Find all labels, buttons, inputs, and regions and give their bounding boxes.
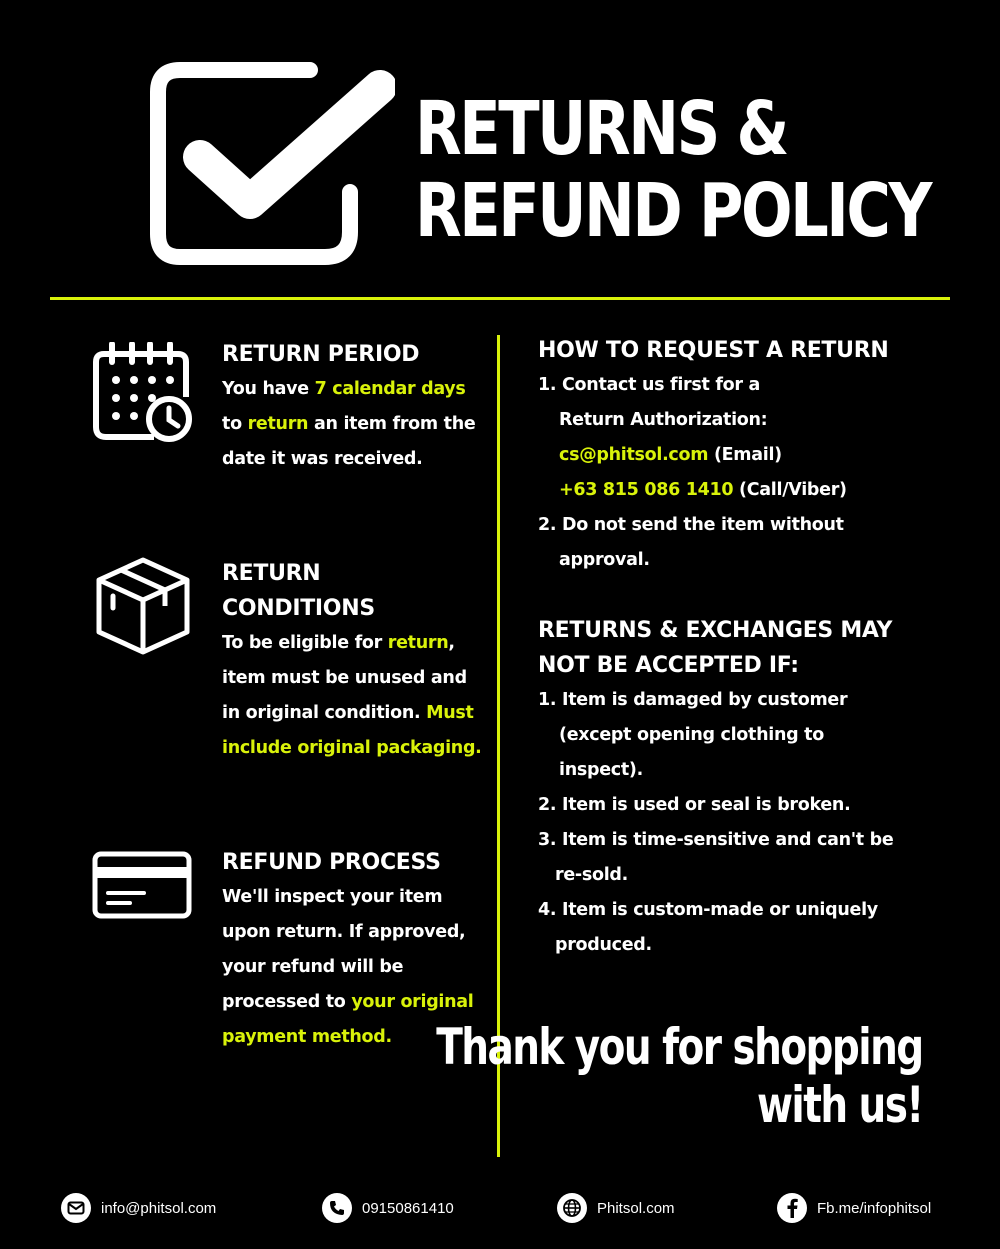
thank-you-line-2: with us! bbox=[757, 1076, 923, 1134]
text-run: We'll inspect your item upon return. If approved, your refund will be processed to bbox=[222, 887, 466, 1012]
return-conditions-text bbox=[222, 626, 487, 766]
not-accepted-section bbox=[538, 613, 958, 963]
highlight-return: return bbox=[387, 633, 449, 653]
not-accepted-item-3-cont: re-sold. bbox=[555, 865, 628, 885]
thank-you-message bbox=[437, 1018, 923, 1134]
not-accepted-item-1-cont2: inspect). bbox=[559, 760, 643, 780]
calendar-clock-icon bbox=[92, 342, 194, 444]
not-accepted-item-4-cont: produced. bbox=[555, 935, 652, 955]
how-to-request-section bbox=[538, 333, 958, 578]
footer-website[interactable] bbox=[557, 1192, 675, 1224]
return-period-text bbox=[222, 372, 487, 477]
phone-icon bbox=[322, 1193, 352, 1223]
request-step-2-cont: approval. bbox=[559, 550, 650, 570]
not-accepted-item-1: 1. Item is damaged by customer bbox=[538, 690, 848, 710]
request-phone-line bbox=[538, 473, 958, 508]
footer-phone[interactable] bbox=[322, 1192, 454, 1224]
footer-email[interactable] bbox=[61, 1192, 216, 1224]
footer-email-text: info@phitsol.com bbox=[101, 1199, 217, 1217]
highlight-return: return bbox=[247, 414, 309, 434]
highlight-payment: your original payment method. bbox=[222, 992, 474, 1047]
text-run: You have bbox=[222, 379, 315, 399]
highlight-days: 7 calendar days bbox=[314, 379, 466, 399]
text-run: an item from the date it was received. bbox=[222, 414, 476, 469]
title-line-2: REFUND POLICY bbox=[415, 168, 930, 254]
footer-phone-text: 09150861410 bbox=[362, 1199, 454, 1217]
globe-icon bbox=[557, 1193, 587, 1223]
not-accepted-item-1-cont: (except opening clothing to bbox=[559, 725, 824, 745]
checkbox-check-icon bbox=[150, 62, 395, 272]
not-accepted-heading-1: RETURNS & EXCHANGES MAY bbox=[538, 618, 893, 643]
page-title bbox=[415, 88, 930, 252]
not-accepted-item-2: 2. Item is used or seal is broken. bbox=[538, 795, 851, 815]
return-conditions-section bbox=[222, 556, 487, 766]
return-period-section bbox=[222, 337, 487, 477]
credit-card-icon bbox=[92, 851, 192, 919]
request-step-1: 1. Contact us first for a bbox=[538, 375, 760, 395]
highlight-packaging: Must include original packaging. bbox=[222, 703, 482, 758]
how-to-request-heading: HOW TO REQUEST A RETURN bbox=[538, 338, 889, 363]
footer-website-text: Phitsol.com bbox=[597, 1199, 675, 1217]
request-email-line bbox=[538, 438, 958, 473]
refund-process-heading: REFUND PROCESS bbox=[222, 850, 441, 875]
footer-facebook-text: Fb.me/infophitsol bbox=[817, 1199, 932, 1217]
phone-link[interactable]: +63 815 086 1410 bbox=[559, 480, 734, 500]
phone-suffix: (Call/Viber) bbox=[733, 480, 847, 500]
not-accepted-item-4: 4. Item is custom-made or uniquely bbox=[538, 900, 878, 920]
footer-facebook[interactable] bbox=[777, 1192, 931, 1224]
request-step-1-cont: Return Authorization: bbox=[559, 410, 768, 430]
email-suffix: (Email) bbox=[708, 445, 782, 465]
email-link[interactable]: cs@phitsol.com bbox=[559, 445, 709, 465]
text-run: To be eligible for bbox=[222, 633, 388, 653]
title-line-1: RETURNS & bbox=[415, 86, 787, 172]
box-icon bbox=[95, 556, 191, 656]
thank-you-line-1: Thank you for shopping bbox=[436, 1018, 923, 1076]
not-accepted-item-3: 3. Item is time-sensitive and can't be bbox=[538, 830, 894, 850]
facebook-icon bbox=[777, 1193, 807, 1223]
mail-icon bbox=[61, 1193, 91, 1223]
return-conditions-heading-2: CONDITIONS bbox=[222, 596, 375, 621]
header-divider bbox=[50, 297, 950, 300]
text-run: , item must be unused and in original condition. bbox=[222, 633, 467, 723]
text-run: to bbox=[222, 414, 248, 434]
request-step-2: 2. Do not send the item without bbox=[538, 515, 844, 535]
return-conditions-heading-1: RETURN bbox=[222, 561, 321, 586]
not-accepted-heading-2: NOT BE ACCEPTED IF: bbox=[538, 653, 799, 678]
return-period-heading: RETURN PERIOD bbox=[222, 342, 420, 367]
